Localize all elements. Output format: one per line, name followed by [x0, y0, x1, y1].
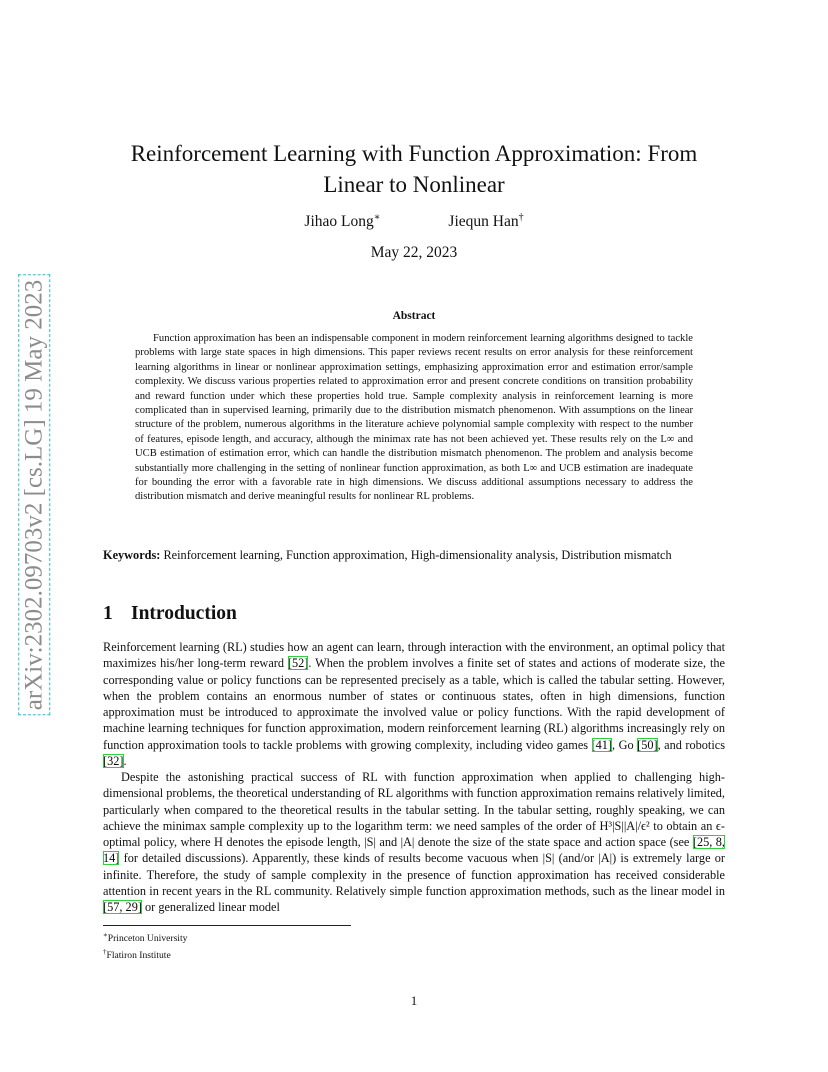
- text-run: . When the problem involves a finite set of states and actions of moderate size, the corresponding value or policy functions can be represented precisely as a table, which is called the tabular setting. However, when the problem contains an enormous number of states or continuous states, often in high dimensions, function approximation must be introduced to approximate the involved value or policy functions. With the rapid development of machine learning techniques for function approximation, modern reinforcement learning (RL) algorithms increasingly rely on function approximation tools to tackle problems with growing complexity, including video games: [103, 656, 725, 752]
- text-run: or generalized linear model: [141, 900, 280, 915]
- arxiv-identifier-text: arXiv:2302.09703v2 [cs.LG] 19 May 2023: [18, 275, 50, 716]
- text-run: Reinforcement learning (RL) studies how an agent can learn, through interaction with the environment, an optimal policy that maximizes his/her long-term reward: [103, 640, 725, 671]
- text-run: to obtain an ϵ-optimal policy, where H denotes the episode length, |S| and |A| denote the size of the state space and action space (see: [103, 818, 725, 850]
- text-run: , and robotics: [657, 737, 725, 752]
- text-run: , Go: [612, 737, 638, 752]
- footnote-2-text: Flatiron Institute: [106, 949, 171, 961]
- citation-link[interactable]: [32]: [103, 754, 124, 769]
- footnotes: [103, 929, 187, 962]
- sample-complexity-formula: H³|S||A|/ϵ²: [599, 818, 650, 833]
- citation-link[interactable]: [25, 8, 14]: [103, 835, 725, 866]
- author-2-name: Jiequn Han: [448, 213, 519, 231]
- section-number: 1: [103, 603, 113, 624]
- page-number: 1: [410, 993, 418, 1008]
- footnote-2-mark: †: [103, 947, 107, 956]
- text-run: Despite the astonishing practical success of RL with function approximation when applied to challenging high-dimensional problems, the theoretical understanding of RL algorithms with function approximation remains relatively limited, particularly when compared to the theoretical results in the tabular setting. In the tabular setting, roughly speaking, we can achieve the minimax sample complexity up to the logarithm term: we need samples of the order of: [103, 770, 725, 833]
- author-1: [304, 212, 380, 231]
- intro-paragraph-1: [103, 639, 725, 769]
- keywords-label: Keywords:: [103, 548, 161, 562]
- footnote-divider: [103, 925, 351, 926]
- keywords-text: Reinforcement learning, Function approximation, High-dimensionality analysis, Distribution mismatch: [163, 548, 672, 562]
- paper-date: May 22, 2023: [370, 244, 458, 261]
- footnote-1: [103, 929, 187, 946]
- author-1-mark: ∗: [373, 212, 381, 223]
- section-title: Introduction: [131, 603, 237, 624]
- author-list: [0, 212, 828, 231]
- citation-link[interactable]: [57, 29]: [103, 900, 142, 915]
- author-2: [448, 212, 523, 231]
- abstract-heading: Abstract: [392, 310, 436, 322]
- citation-link[interactable]: [52]: [287, 656, 309, 671]
- footnote-1-text: Princeton University: [107, 933, 188, 945]
- section-heading: [103, 603, 237, 625]
- text-run: for detailed discussions). Apparently, these kinds of results become vacuous when |S| (and/or |A|) is extremely large or infinite. Therefore, the study of sample complexity in the presence of function approximation has received considerable attention in recent years in the RL community. Relatively simple function approximation methods, such as the linear model in: [103, 851, 725, 899]
- author-2-mark: †: [518, 212, 524, 223]
- footnote-1-mark: ∗: [103, 931, 108, 939]
- abstract-text: Function approximation has been an indispensable component in modern reinforcement learning algorithms designed to tackle problems with large state spaces in high dimensions. This paper reviews recent results on error analysis for these reinforcement learning algorithms in linear or nonlinear approximation settings, emphasizing approximation error and estimation error/sample complexity. We discuss various properties related to approximation error and present concrete conditions on transition probability and reward function under which these properties hold true. Sample complexity analysis in reinforcement learning is more complicated than in supervised learning, primarily due to the distribution mismatch phenomenon. With assumptions on the linear structure of the problem, numerous algorithms in the literature achieve polynomial sample complexity with respect to the number of features, episode length, and accuracy, although the minimax rate has not been achieved yet. These results rely on the L∞ and UCB estimation of estimation error, which can handle the distribution mismatch phenomenon. The problem and analysis become substantially more challenging in the setting of nonlinear function approximation, as both L∞ and UCB estimation are inadequate for bounding the error with a favorable rate in high dimensions. We discuss additional assumptions necessary to address the distribution mismatch and derive meaningful results for nonlinear RL problems.: [135, 333, 693, 503]
- arxiv-identifier-stamp: [22, 255, 46, 735]
- citation-link[interactable]: [41]: [591, 737, 613, 752]
- keywords: [103, 547, 725, 564]
- author-1-name: Jihao Long: [304, 213, 374, 231]
- paper-title: Reinforcement Learning with Function Approximation: From Linear to Nonlinear: [130, 141, 698, 197]
- citation-link[interactable]: [50]: [637, 737, 658, 752]
- text-run: .: [123, 754, 127, 769]
- intro-paragraph-2: [103, 769, 725, 916]
- footnote-2: [103, 946, 187, 963]
